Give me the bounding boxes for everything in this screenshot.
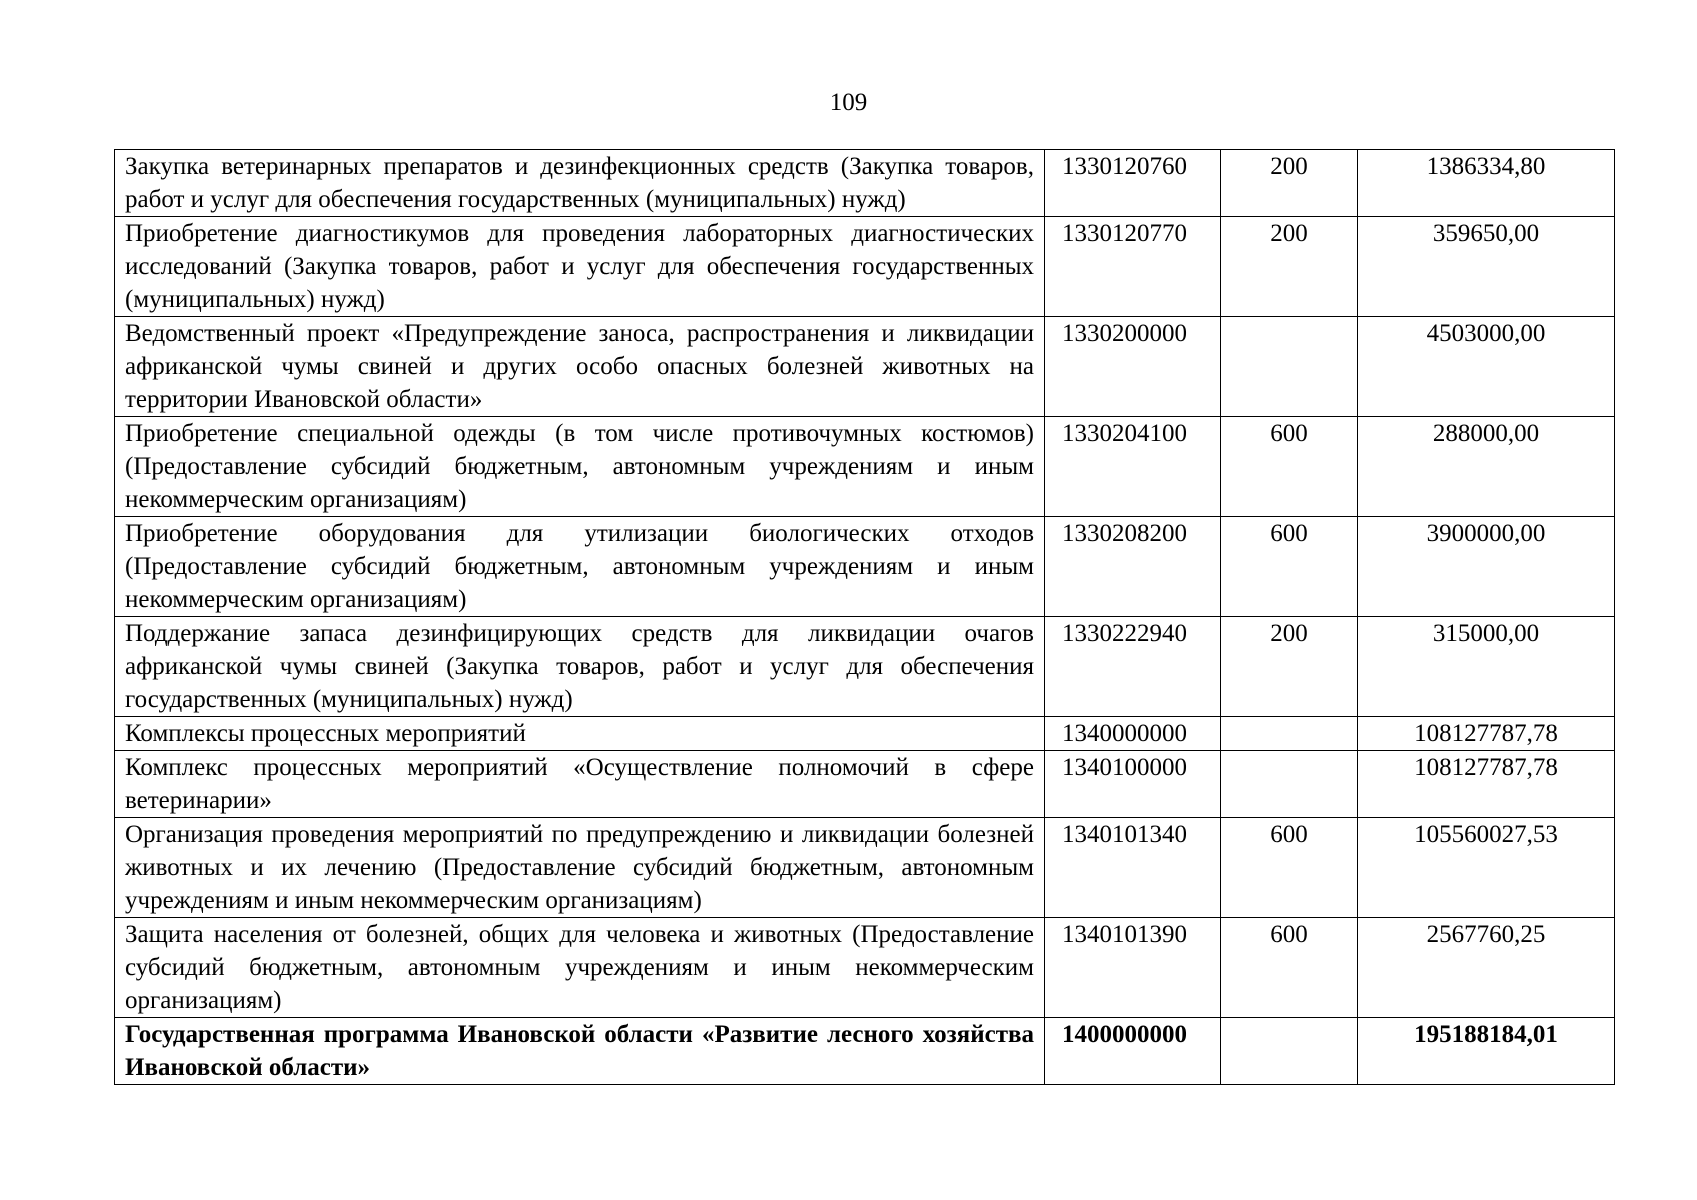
row-amount-cell: 3900000,00 bbox=[1358, 517, 1615, 617]
row-name-cell: Поддержание запаса дезинфицирующих средств для ликвидации очагов африканской чумы свиней (Закупка товаров, работ и услуг для обеспечения государственных (муниципальных) нужд) bbox=[115, 617, 1045, 717]
row-amount-cell: 359650,00 bbox=[1358, 217, 1615, 317]
row-name-cell: Комплекс процессных мероприятий «Осуществление полномочий в сфере ветеринарии» bbox=[115, 751, 1045, 818]
row-amount-cell: 4503000,00 bbox=[1358, 317, 1615, 417]
row-code-cell: 1330204100 bbox=[1045, 417, 1221, 517]
row-code-cell: 1340000000 bbox=[1045, 717, 1221, 751]
row-expense-type-cell: 600 bbox=[1221, 818, 1358, 918]
row-expense-type-cell: 200 bbox=[1221, 217, 1358, 317]
row-amount-cell: 108127787,78 bbox=[1358, 717, 1615, 751]
row-name-cell: Приобретение диагностикумов для проведения лабораторных диагностических исследований (Закупка товаров, работ и услуг для обеспечения государственных (муниципальных) нужд) bbox=[115, 217, 1045, 317]
budget-table bbox=[114, 149, 1615, 1085]
table-row bbox=[115, 517, 1615, 617]
table-row bbox=[115, 1018, 1615, 1085]
table-row bbox=[115, 317, 1615, 417]
row-expense-type-cell bbox=[1221, 317, 1358, 417]
row-expense-type-cell: 600 bbox=[1221, 517, 1358, 617]
row-code-cell: 1400000000 bbox=[1045, 1018, 1221, 1085]
page-number: 109 bbox=[829, 89, 868, 116]
row-code-cell: 1330200000 bbox=[1045, 317, 1221, 417]
row-expense-type-cell bbox=[1221, 1018, 1358, 1085]
table-row bbox=[115, 818, 1615, 918]
row-expense-type-cell: 200 bbox=[1221, 150, 1358, 217]
budget-table-body bbox=[115, 150, 1615, 1085]
row-name-cell: Закупка ветеринарных препаратов и дезинфекционных средств (Закупка товаров, работ и услуг для обеспечения государственных (муниципальных) нужд) bbox=[115, 150, 1045, 217]
row-name-cell: Приобретение оборудования для утилизации биологических отходов (Предоставление субсидий бюджетным, автономным учреждениям и иным некоммерческим организациям) bbox=[115, 517, 1045, 617]
row-name-cell: Ведомственный проект «Предупреждение заноса, распространения и ликвидации африканской чумы свиней и других особо опасных болезней животных на территории Ивановской области» bbox=[115, 317, 1045, 417]
table-row bbox=[115, 417, 1615, 517]
row-code-cell: 1330120770 bbox=[1045, 217, 1221, 317]
table-row bbox=[115, 217, 1615, 317]
row-code-cell: 1340100000 bbox=[1045, 751, 1221, 818]
table-row bbox=[115, 751, 1615, 818]
table-row bbox=[115, 617, 1615, 717]
row-amount-cell: 2567760,25 bbox=[1358, 918, 1615, 1018]
row-name-cell: Защита населения от болезней, общих для человека и животных (Предоставление субсидий бюджетным, автономным учреждениям и иным некоммерческим организациям) bbox=[115, 918, 1045, 1018]
row-expense-type-cell bbox=[1221, 751, 1358, 818]
row-amount-cell: 108127787,78 bbox=[1358, 751, 1615, 818]
row-code-cell: 1330208200 bbox=[1045, 517, 1221, 617]
table-row bbox=[115, 717, 1615, 751]
row-amount-cell: 105560027,53 bbox=[1358, 818, 1615, 918]
row-amount-cell: 195188184,01 bbox=[1358, 1018, 1615, 1085]
row-code-cell: 1340101390 bbox=[1045, 918, 1221, 1018]
row-name-cell: Приобретение специальной одежды (в том числе противочумных костюмов) (Предоставление субсидий бюджетным, автономным учреждениям и иным некоммерческим организациям) bbox=[115, 417, 1045, 517]
table-row bbox=[115, 150, 1615, 217]
row-code-cell: 1330222940 bbox=[1045, 617, 1221, 717]
row-amount-cell: 315000,00 bbox=[1358, 617, 1615, 717]
row-expense-type-cell: 600 bbox=[1221, 918, 1358, 1018]
row-amount-cell: 288000,00 bbox=[1358, 417, 1615, 517]
row-expense-type-cell bbox=[1221, 717, 1358, 751]
row-amount-cell: 1386334,80 bbox=[1358, 150, 1615, 217]
row-name-cell: Организация проведения мероприятий по предупреждению и ликвидации болезней животных и их лечению (Предоставление субсидий бюджетным, автономным учреждениям и иным некоммерческим организациям) bbox=[115, 818, 1045, 918]
row-code-cell: 1330120760 bbox=[1045, 150, 1221, 217]
row-name-cell: Комплексы процессных мероприятий bbox=[115, 717, 1045, 751]
row-code-cell: 1340101340 bbox=[1045, 818, 1221, 918]
table-row bbox=[115, 918, 1615, 1018]
row-expense-type-cell: 200 bbox=[1221, 617, 1358, 717]
row-name-cell: Государственная программа Ивановской области «Развитие лесного хозяйства Ивановской области» bbox=[115, 1018, 1045, 1085]
row-expense-type-cell: 600 bbox=[1221, 417, 1358, 517]
